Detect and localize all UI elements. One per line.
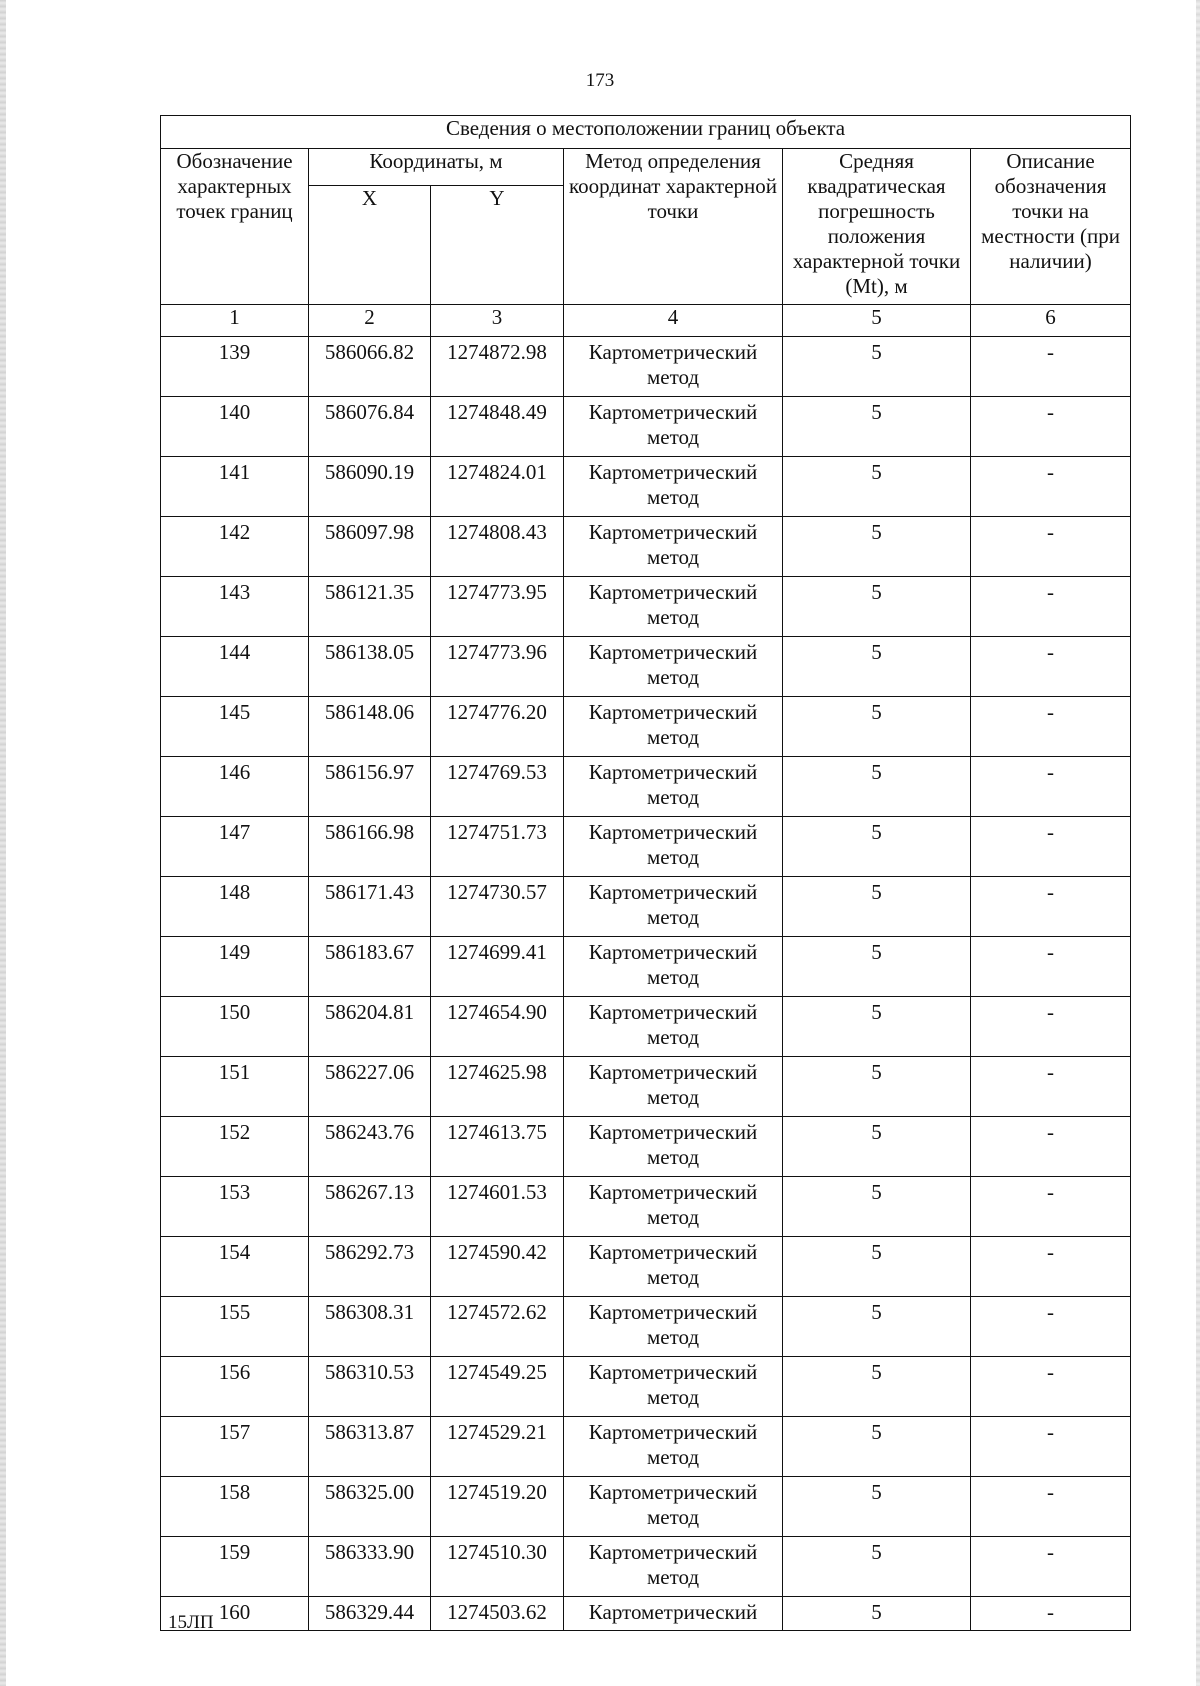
cell-x: 586313.87 [309, 1417, 431, 1477]
cell-accuracy: 5 [783, 577, 971, 637]
cell-y: 1274824.01 [431, 457, 564, 517]
cell-y: 1274776.20 [431, 697, 564, 757]
cell-accuracy: 5 [783, 517, 971, 577]
table-row [161, 1597, 1131, 1631]
cell-description: - [971, 1357, 1131, 1417]
cell-point: 144 [161, 637, 309, 697]
cell-point: 150 [161, 997, 309, 1057]
cell-method: Картометрический метод [564, 877, 783, 937]
cell-x: 586227.06 [309, 1057, 431, 1117]
table-row [161, 337, 1131, 397]
page-number: 173 [585, 70, 615, 91]
cell-y: 1274872.98 [431, 337, 564, 397]
cell-method: Картометрический метод [564, 1057, 783, 1117]
scan-edge-right [1196, 0, 1200, 1686]
cell-method: Картометрический метод [564, 997, 783, 1057]
cell-point: 154 [161, 1237, 309, 1297]
cell-accuracy: 5 [783, 1357, 971, 1417]
cell-x: 586171.43 [309, 877, 431, 937]
cell-x: 586310.53 [309, 1357, 431, 1417]
column-number: 6 [971, 305, 1131, 337]
cell-x: 586156.97 [309, 757, 431, 817]
table-row [161, 397, 1131, 457]
cell-y: 1274773.96 [431, 637, 564, 697]
column-number: 3 [431, 305, 564, 337]
table-row [161, 1117, 1131, 1177]
cell-x: 586325.00 [309, 1477, 431, 1537]
cell-x: 586329.44 [309, 1597, 431, 1631]
cell-description: - [971, 1537, 1131, 1597]
scan-edge-left [0, 0, 6, 1686]
cell-description: - [971, 397, 1131, 457]
cell-accuracy: 5 [783, 817, 971, 877]
cell-description: - [971, 337, 1131, 397]
header-method: Метод определения координат характерной точки [564, 149, 783, 305]
cell-point: 159 [161, 1537, 309, 1597]
cell-y: 1274751.73 [431, 817, 564, 877]
cell-x: 586183.67 [309, 937, 431, 997]
cell-accuracy: 5 [783, 997, 971, 1057]
cell-y: 1274503.62 [431, 1597, 564, 1631]
cell-point: 139 [161, 337, 309, 397]
cell-method: Картометрический метод [564, 397, 783, 457]
cell-point: 142 [161, 517, 309, 577]
cell-description: - [971, 1177, 1131, 1237]
cell-x: 586204.81 [309, 997, 431, 1057]
cell-accuracy: 5 [783, 1297, 971, 1357]
cell-accuracy: 5 [783, 877, 971, 937]
cell-point: 158 [161, 1477, 309, 1537]
cell-description: - [971, 517, 1131, 577]
header-accuracy: Средняя квадратическая погрешность положения характерной точки (Mt), м [783, 149, 971, 305]
table-row [161, 517, 1131, 577]
cell-description: - [971, 757, 1131, 817]
header-x: X [309, 186, 431, 305]
cell-description: - [971, 877, 1131, 937]
cell-description: - [971, 457, 1131, 517]
cell-description: - [971, 637, 1131, 697]
cell-point: 155 [161, 1297, 309, 1357]
cell-method: Картометрический метод [564, 1237, 783, 1297]
cell-method: Картометрический метод [564, 517, 783, 577]
cell-point: 143 [161, 577, 309, 637]
cell-y: 1274773.95 [431, 577, 564, 637]
cell-y: 1274572.62 [431, 1297, 564, 1357]
table-row [161, 997, 1131, 1057]
cell-method: Картометрический метод [564, 757, 783, 817]
table-row [161, 877, 1131, 937]
cell-point: 160 [161, 1597, 309, 1631]
cell-method: Картометрический метод [564, 1477, 783, 1537]
cell-y: 1274613.75 [431, 1117, 564, 1177]
header-description: Описание обозначения точки на местности (при наличии) [971, 149, 1131, 305]
cell-method: Картометрический метод [564, 1297, 783, 1357]
table-row [161, 1297, 1131, 1357]
cell-y: 1274769.53 [431, 757, 564, 817]
cell-method: Картометрический метод [564, 337, 783, 397]
cell-x: 586090.19 [309, 457, 431, 517]
cell-accuracy: 5 [783, 1477, 971, 1537]
cell-accuracy: 5 [783, 1117, 971, 1177]
cell-accuracy: 5 [783, 937, 971, 997]
cell-point: 156 [161, 1357, 309, 1417]
cell-accuracy: 5 [783, 1057, 971, 1117]
cell-x: 586148.06 [309, 697, 431, 757]
cell-accuracy: 5 [783, 457, 971, 517]
cell-y: 1274510.30 [431, 1537, 564, 1597]
cell-method: Картометрический метод [564, 1417, 783, 1477]
cell-point: 141 [161, 457, 309, 517]
cell-x: 586308.31 [309, 1297, 431, 1357]
cell-point: 148 [161, 877, 309, 937]
cell-description: - [971, 1597, 1131, 1631]
table-row [161, 1537, 1131, 1597]
cell-accuracy: 5 [783, 637, 971, 697]
cell-method: Картометрический метод [564, 1117, 783, 1177]
cell-x: 586333.90 [309, 1537, 431, 1597]
cell-point: 147 [161, 817, 309, 877]
cell-description: - [971, 577, 1131, 637]
cell-method: Картометрический метод [564, 937, 783, 997]
cell-method: Картометрический метод [564, 457, 783, 517]
cell-description: - [971, 1057, 1131, 1117]
cell-accuracy: 5 [783, 757, 971, 817]
cell-y: 1274601.53 [431, 1177, 564, 1237]
cell-y: 1274808.43 [431, 517, 564, 577]
table-row [161, 457, 1131, 517]
table-row [161, 577, 1131, 637]
cell-method: Картометрический метод [564, 637, 783, 697]
table-row [161, 1177, 1131, 1237]
cell-x: 586243.76 [309, 1117, 431, 1177]
cell-y: 1274625.98 [431, 1057, 564, 1117]
cell-description: - [971, 1477, 1131, 1537]
cell-method: Картометрический [564, 1597, 783, 1631]
header-coordinates: Координаты, м [309, 149, 564, 186]
table-row [161, 757, 1131, 817]
cell-description: - [971, 1417, 1131, 1477]
cell-point: 149 [161, 937, 309, 997]
boundary-coordinates-table [160, 115, 1131, 1631]
cell-point: 151 [161, 1057, 309, 1117]
cell-description: - [971, 697, 1131, 757]
column-number-row [161, 305, 1131, 337]
cell-point: 140 [161, 397, 309, 457]
cell-x: 586097.98 [309, 517, 431, 577]
cell-x: 586166.98 [309, 817, 431, 877]
table-title-text: Сведения о местоположении границ объекта [445, 116, 846, 140]
cell-x: 586066.82 [309, 337, 431, 397]
cell-description: - [971, 817, 1131, 877]
cell-y: 1274519.20 [431, 1477, 564, 1537]
cell-accuracy: 5 [783, 1417, 971, 1477]
cell-accuracy: 5 [783, 1537, 971, 1597]
header-row [161, 149, 1131, 186]
table-row [161, 697, 1131, 757]
column-number: 4 [564, 305, 783, 337]
cell-y: 1274848.49 [431, 397, 564, 457]
header-y: Y [431, 186, 564, 305]
table-row [161, 937, 1131, 997]
table-title-row [161, 116, 1131, 149]
cell-x: 586121.35 [309, 577, 431, 637]
header-point-designation: Обозначение характерных точек границ [161, 149, 309, 305]
cell-accuracy: 5 [783, 1597, 971, 1631]
cell-accuracy: 5 [783, 1177, 971, 1237]
cell-method: Картометрический метод [564, 1537, 783, 1597]
column-number: 2 [309, 305, 431, 337]
cell-method: Картометрический метод [564, 817, 783, 877]
cell-accuracy: 5 [783, 697, 971, 757]
column-number: 5 [783, 305, 971, 337]
cell-x: 586292.73 [309, 1237, 431, 1297]
table-row [161, 1477, 1131, 1537]
cell-method: Картометрический метод [564, 1177, 783, 1237]
cell-description: - [971, 1237, 1131, 1297]
cell-x: 586267.13 [309, 1177, 431, 1237]
table-row [161, 1057, 1131, 1117]
table-title [161, 116, 1131, 149]
table-row [161, 1237, 1131, 1297]
cell-point: 157 [161, 1417, 309, 1477]
cell-description: - [971, 1117, 1131, 1177]
cell-y: 1274654.90 [431, 997, 564, 1057]
cell-y: 1274699.41 [431, 937, 564, 997]
footer-code: 15ЛП [168, 1612, 214, 1633]
table-row [161, 1417, 1131, 1477]
cell-point: 146 [161, 757, 309, 817]
cell-method: Картометрический метод [564, 697, 783, 757]
cell-description: - [971, 937, 1131, 997]
table-row [161, 1357, 1131, 1417]
cell-accuracy: 5 [783, 1237, 971, 1297]
cell-point: 145 [161, 697, 309, 757]
cell-y: 1274549.25 [431, 1357, 564, 1417]
cell-point: 152 [161, 1117, 309, 1177]
cell-accuracy: 5 [783, 337, 971, 397]
cell-description: - [971, 997, 1131, 1057]
cell-y: 1274529.21 [431, 1417, 564, 1477]
cell-y: 1274730.57 [431, 877, 564, 937]
column-number: 1 [161, 305, 309, 337]
cell-accuracy: 5 [783, 397, 971, 457]
table-row [161, 637, 1131, 697]
cell-x: 586076.84 [309, 397, 431, 457]
cell-y: 1274590.42 [431, 1237, 564, 1297]
cell-method: Картометрический метод [564, 1357, 783, 1417]
cell-method: Картометрический метод [564, 577, 783, 637]
cell-x: 586138.05 [309, 637, 431, 697]
cell-point: 153 [161, 1177, 309, 1237]
cell-description: - [971, 1297, 1131, 1357]
table-row [161, 817, 1131, 877]
